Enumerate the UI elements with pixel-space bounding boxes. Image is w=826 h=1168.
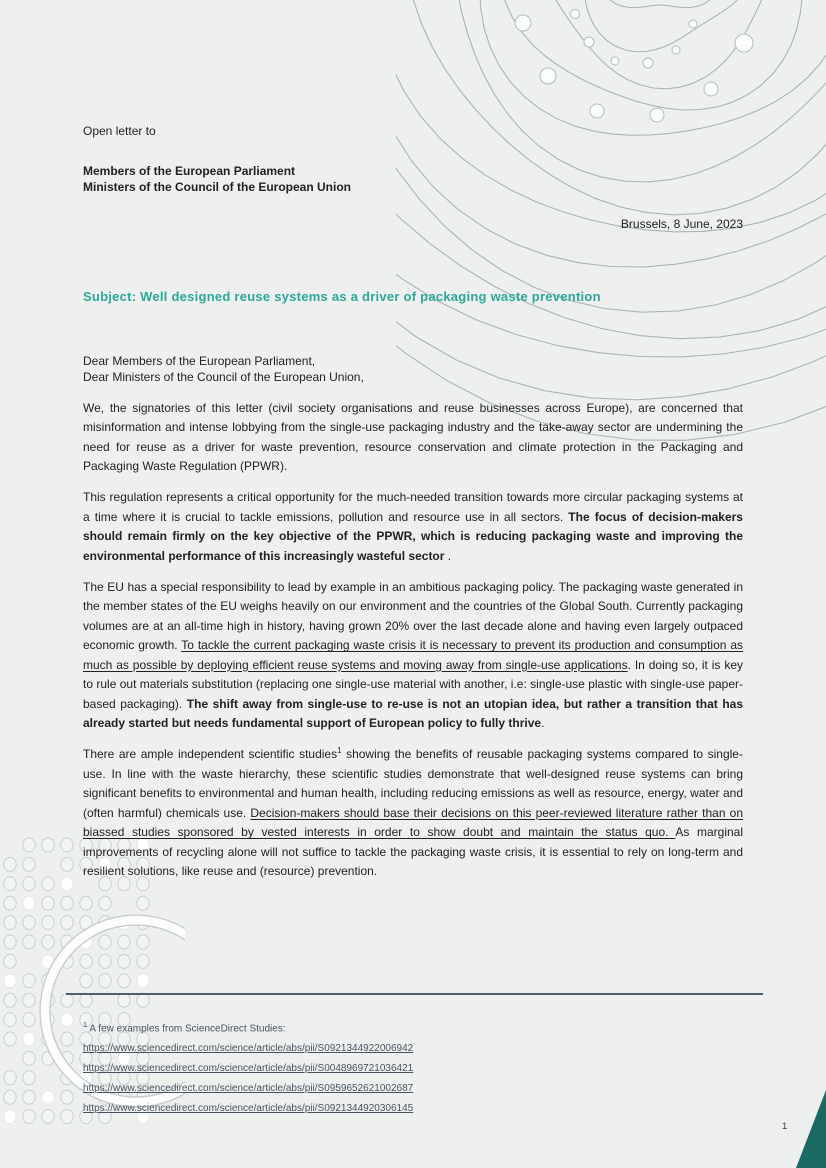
body-paragraph: [83, 488, 743, 566]
opening-line: Open letter to: [83, 124, 156, 138]
footnote-link[interactable]: https://www.sciencedirect.com/science/article/abs/pii/S0048969721036421: [83, 1062, 414, 1074]
salutation-line-1: Dear Members of the European Parliament,: [83, 353, 316, 368]
text-run-bold: The focus of decision-makers should remain firmly on the key objective of the PPWR, which is reducing packaging waste and improving the environmental performance of this increasingly wasteful sector: [83, 509, 743, 563]
footnote-link[interactable]: https://www.sciencedirect.com/science/article/abs/pii/S0959652621002687: [83, 1082, 414, 1094]
footnote-area: [66, 993, 763, 1114]
body-paragraph: [83, 578, 743, 734]
body-paragraph: [83, 745, 743, 882]
text-run-normal: This regulation represents a critical opportunity for the much-needed transition towards more circular packaging systems at a time where it is crucial to tackle emissions, pollution and resource use in all sectors.: [83, 490, 743, 524]
text-run-normal: We, the signatories of this letter (civil society organisations and reuse businesses across Europe), are concerned that misinformation and intense lobbying from the single-use packaging industry and the take-away sector are undermining the need for reuse as a driver for waste prevention, resource conservation and climate protection in the Packaging and Packaging Waste Regulation (PPWR).: [83, 400, 743, 473]
salutation-line-2: Dear Ministers of the Council of the European Union,: [83, 370, 364, 384]
text-run-normal: .: [541, 716, 545, 730]
footnote-links: [66, 1043, 763, 1114]
recipient-line-2: Ministers of the Council of the European Union: [83, 180, 352, 194]
teal-corner-accent: [796, 1090, 826, 1168]
dateline: Brussels, 8 June, 2023: [620, 216, 743, 231]
text-run-normal: There are ample independent scientific studies: [83, 747, 338, 761]
footnote-marker: 1: [83, 1019, 88, 1029]
footnote-intro: [83, 1020, 763, 1034]
footnote-intro-text: A few examples from ScienceDirect Studies:: [89, 1022, 286, 1034]
text-run-normal: .: [444, 548, 452, 563]
salutation: [83, 353, 743, 386]
text-run-sup: 1: [337, 746, 342, 755]
body-paragraph: [83, 399, 743, 477]
page-number: 1: [782, 1121, 788, 1132]
footnote-link[interactable]: https://www.sciencedirect.com/science/article/abs/pii/S0921344920306145: [83, 1102, 414, 1114]
subject-line: Subject: Well designed reuse systems as a driver of packaging waste prevention: [83, 289, 601, 304]
text-run-normal: As marginal improvements of recycling alone will not suffice to tackle the packaging waste crisis, it is essential to rely on long-term and resilient solutions, like reuse and (resource) prevention.: [83, 825, 744, 878]
recipient-line-1: Members of the European Parliament: [83, 163, 296, 178]
text-run-underline: To tackle the current packaging waste crisis it is necessary to prevent its production and consumption as much as possible by deploying efficient reuse systems and moving away from single-use applications: [83, 638, 743, 672]
letter-body: [83, 399, 743, 882]
text-run-normal: The EU has a special responsibility to lead by example in an ambitious packaging policy. The packaging waste generated in the member states of the EU weighs heavily on our environment and the countries of the Global South. Currently packaging volumes are at an all-time high in history, having grown 20% over the last decade alone and having even largely outpaced economic growth.: [83, 579, 743, 652]
footnote-separator: [66, 993, 763, 995]
text-run-bold: The shift away from single-use to re-use is not an utopian idea, but rather a transition that has already started but needs fundamental support of European policy to fully thrive: [83, 696, 743, 730]
footnote-link[interactable]: https://www.sciencedirect.com/science/article/abs/pii/S0921344922006942: [83, 1042, 414, 1054]
text-run-underline: Decision-makers should base their decisions on this peer-reviewed literature rather than on biassed studies sponsored by vested interests in order to show doubt and maintain the status quo.: [83, 805, 743, 839]
text-run-normal: . In doing so, it is key to rule out materials substitution (replacing one single-use material with another, i.e: single-use plastic with single-use paper-based packaging).: [83, 657, 743, 711]
text-run-normal: showing the benefits of reusable packaging systems compared to single-use. In line with the waste hierarchy, these scientific studies demonstrate that well-designed reuse systems can bring significant benefits to environmental and human health, including reducing emissions as well as resource, energy, water and (often harmful) chemicals use.: [83, 747, 743, 820]
